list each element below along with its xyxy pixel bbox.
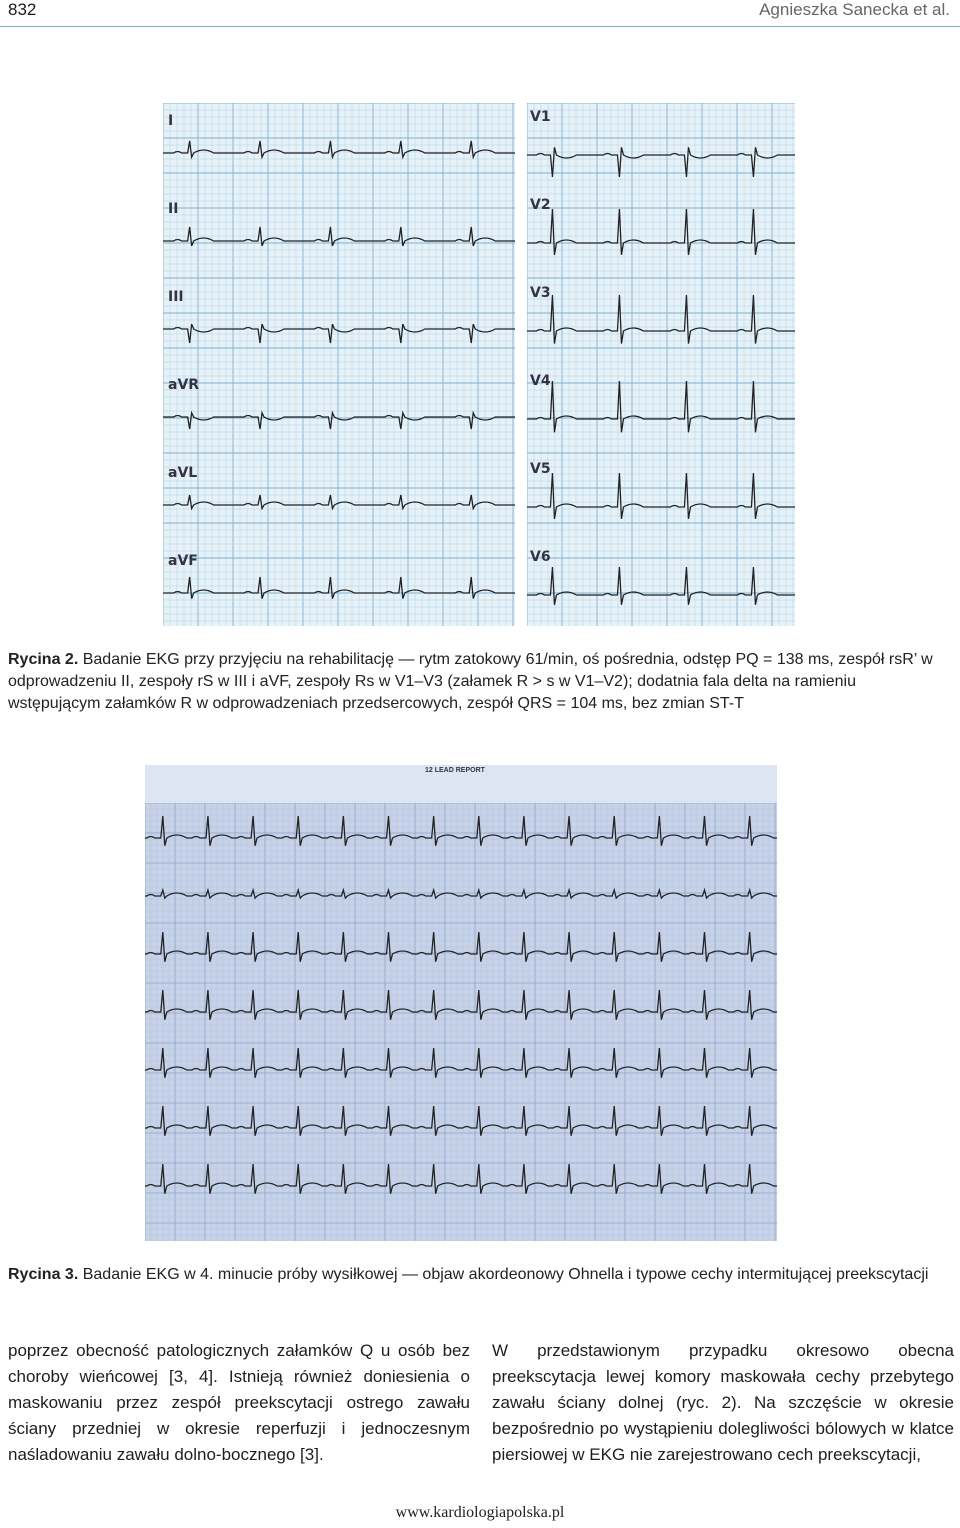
trace-avl (163, 495, 515, 509)
lead-label-avr: aVR (168, 377, 200, 393)
trace-avf (163, 577, 515, 599)
footer-url: www.kardiologiapolska.pl (395, 1504, 565, 1521)
lead-label-i: I (168, 113, 174, 129)
ecg-limb-leads-image (163, 103, 515, 626)
ecg-report-title: 12 LEAD REPORT (425, 767, 485, 774)
lead-label-v5: V5 (530, 461, 551, 477)
ecg-report-header (145, 765, 777, 803)
trace-exercise-row-4 (145, 990, 777, 1020)
figure-2-label: Rycina 2. (8, 651, 79, 668)
ecg-panel-limb-leads (163, 103, 515, 626)
page-number: 832 (8, 0, 37, 19)
lead-label-v1: V1 (530, 109, 551, 125)
ecg-panel-precordial-leads (527, 103, 795, 626)
trace-exercise-row-2 (145, 890, 777, 898)
ecg-grid (527, 103, 795, 626)
lead-label-v3: V3 (530, 285, 551, 301)
figure-2-caption-text: Badanie EKG przy przyjęciu na rehabilitację — rytm zatokowy 61/min, oś pośrednia, odstęp PQ = 138 ms, zespół rsR’ w odprowadzeniu II, zespoły rS w III i aVF, zespoły Rs w V1–V3 (załamek R > s w V1–V2); dodatnia fala delta na ramieniu wstępującym załamków R w odprowadzeniach przedsercowych, zespół QRS = 104 ms, bez zmian ST-T (8, 651, 933, 712)
lead-label-v2: V2 (530, 197, 551, 213)
lead-label-v6: V6 (530, 549, 551, 565)
trace-exercise-row-1 (145, 816, 777, 846)
lead-label-avf: aVF (168, 553, 198, 569)
trace-v4 (527, 381, 795, 432)
trace-i (163, 141, 515, 157)
trace-v3 (527, 295, 795, 344)
ecg-exercise-image (145, 765, 777, 1241)
trace-v2 (527, 209, 795, 255)
figure-3-caption (8, 1264, 952, 1286)
lead-label-ii: II (168, 201, 179, 217)
ecg-grid (163, 103, 515, 626)
trace-exercise-row-7 (145, 1164, 777, 1194)
body-text-left-column: poprzez obecność patologicznych załamków Q u osób bez choroby wieńcowej [3, 4]. Istnieją również doniesienia o maskowaniu przez zespół preekscytacji ostrego zawału ściany przedniej w okresie reperfuzji i jednoczesnym naśladowaniu zawału dolno-bocznego [3]. (8, 1341, 470, 1464)
trace-v5 (527, 473, 795, 519)
body-text-right-column: W przedstawionym przypadku okresowo obecna preekscytacja lewej komory maskowała cechy przebytego zawału ściany dolnej (ryc. 2). Na szczęście w okresie bezpośrednio po wystąpieniu dolegliwości bólowych w klatce piersiowej w EKG nie zarejestrowano cech preekscytacji, (492, 1341, 954, 1464)
figure-2-caption (8, 649, 952, 715)
running-head-authors: Agnieszka Sanecka et al. (759, 0, 950, 19)
ecg-precordial-leads-image (527, 103, 795, 626)
ecg-exercise-report (145, 765, 777, 1241)
figure-3-label: Rycina 3. (8, 1266, 79, 1283)
lead-label-avl: aVL (168, 465, 198, 481)
trace-v1 (527, 147, 795, 177)
header-rule (0, 26, 960, 27)
lead-label-v4: V4 (530, 373, 551, 389)
figure-3-caption-text: Badanie EKG w 4. minucie próby wysiłkowej — objaw akordeonowy Ohnella i typowe cechy intermitującej preekscytacji (82, 1266, 929, 1283)
lead-label-iii: III (168, 289, 184, 305)
trace-avr (163, 413, 515, 429)
